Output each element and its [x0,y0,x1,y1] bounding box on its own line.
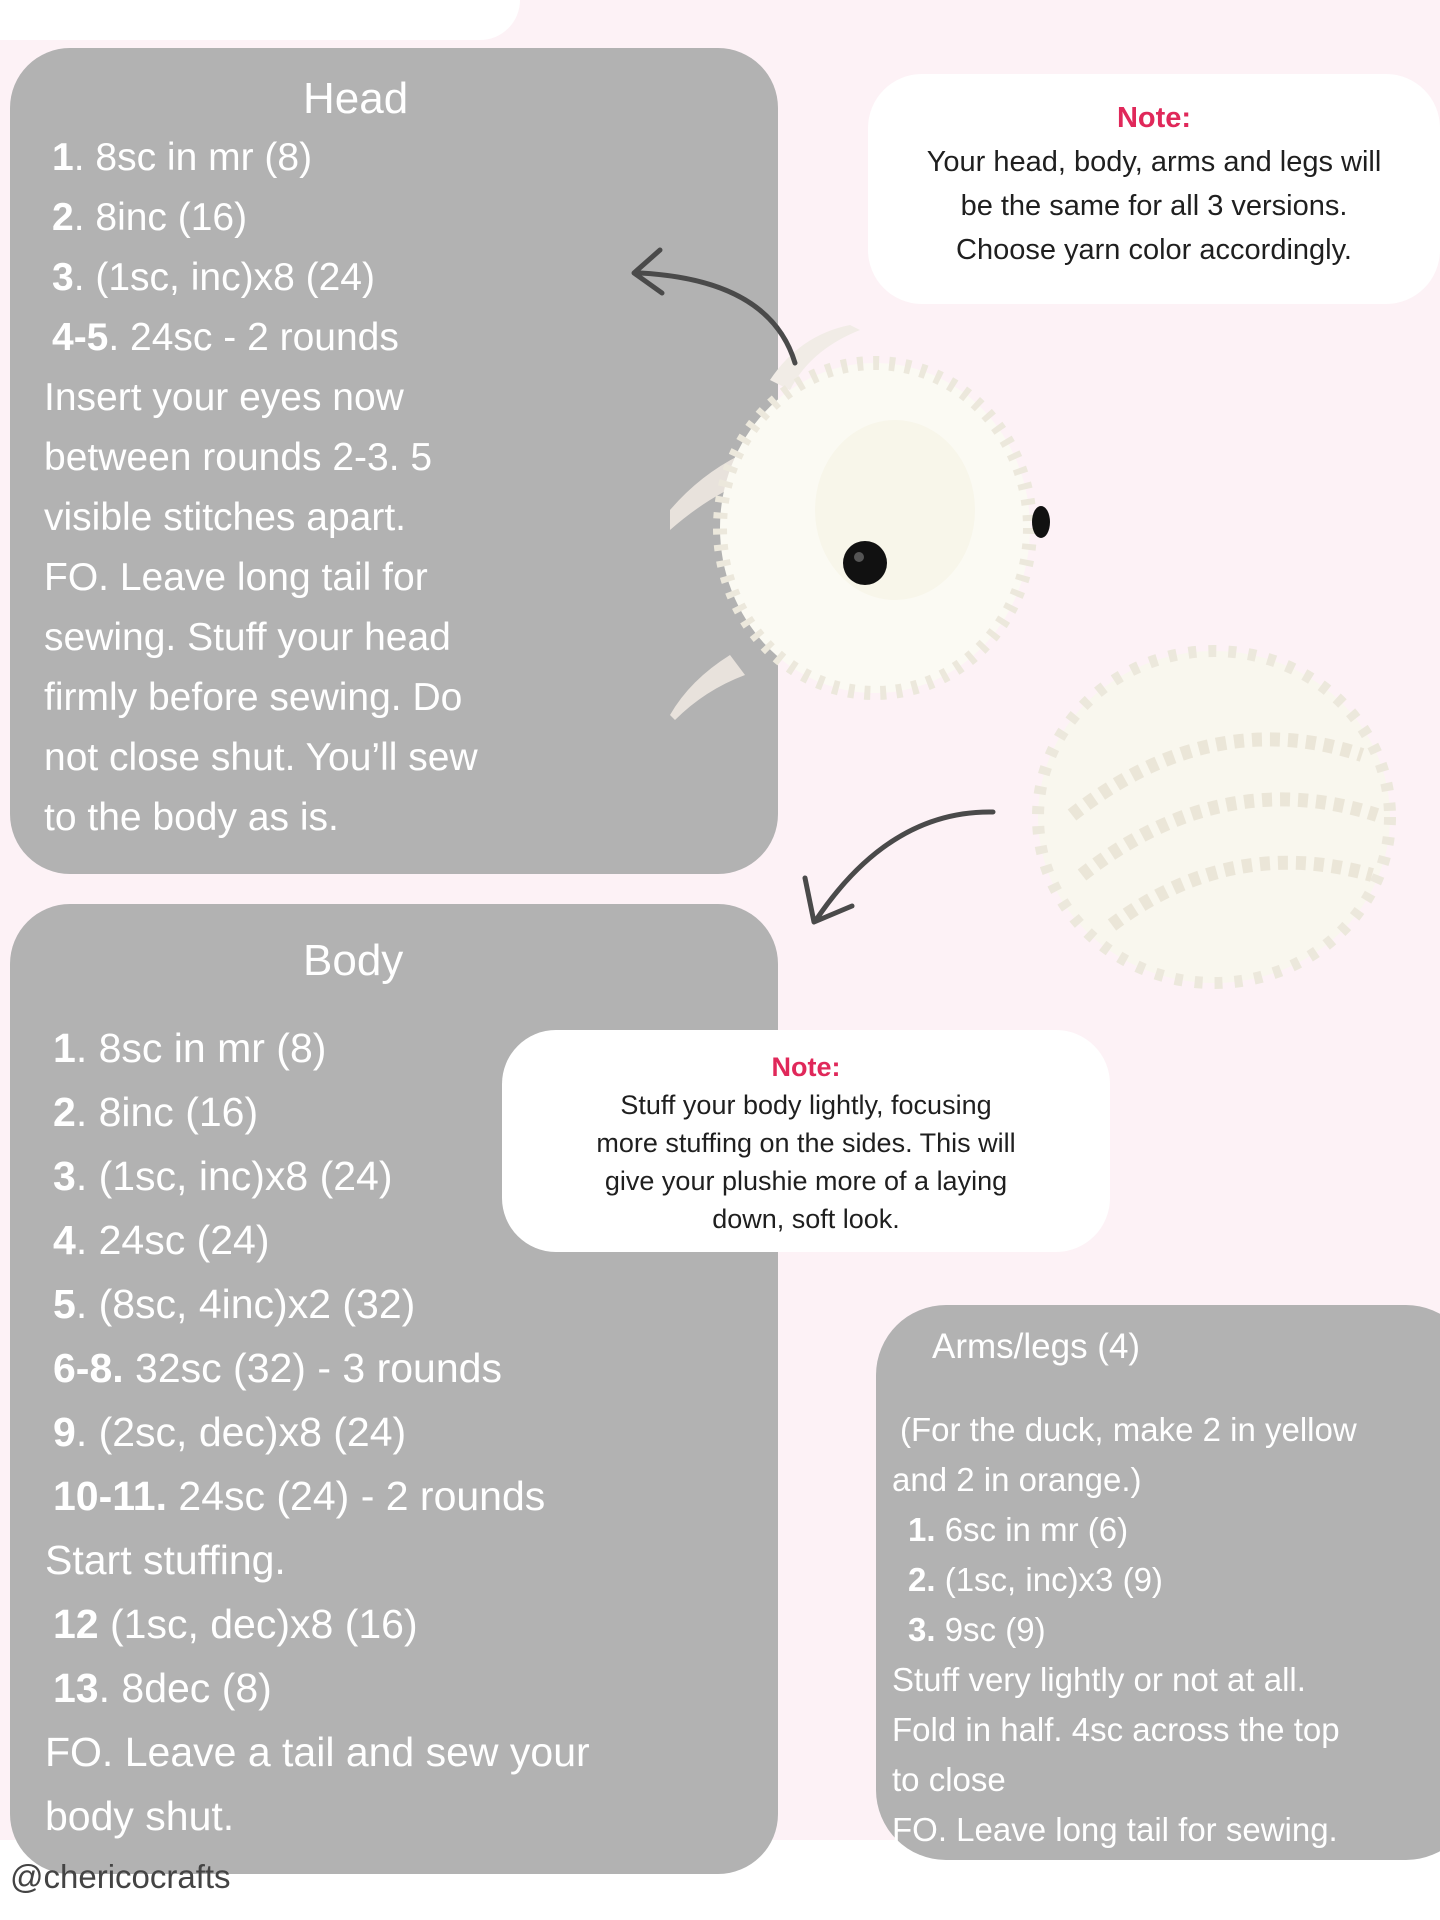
instruction-line: Insert your eyes now [44,376,404,419]
instruction-line: body shut. [45,1793,235,1839]
arms-legs-card [876,1305,1440,1860]
intro-line: (For the duck, make 2 in yellow [900,1411,1357,1448]
round-line: 12 (1sc, dec)x8 (16) [53,1601,418,1647]
instruction-line: sewing. Stuff your head [44,616,451,659]
round-line: 2. 8inc (16) [52,196,248,239]
note-line: Your head, body, arms and legs will [926,146,1382,178]
note-line: be the same for all 3 versions. [960,190,1348,222]
round-line: 3. 9sc (9) [908,1611,1046,1648]
note-line: Stuff your body lightly, focusing [620,1090,992,1120]
body-photo [1032,645,1402,990]
instruction-line: FO. Leave long tail for sewing. [892,1811,1338,1848]
instruction-line: Fold in half. 4sc across the top [892,1711,1340,1748]
round-line: 3. (1sc, inc)x8 (24) [53,1153,393,1199]
arrow-to-body-icon [790,800,1010,935]
head-instructions [44,368,478,848]
round-line: 9. (2sc, dec)x8 (24) [53,1409,407,1455]
note-stuffing [502,1030,1110,1252]
round-line: 4. 24sc (24) [53,1217,270,1263]
round-line: 4-5. 24sc - 2 rounds [52,316,399,359]
round-line: 5. (8sc, 4inc)x2 (32) [53,1281,416,1327]
note-line: more stuffing on the sides. This will [596,1128,1016,1158]
note-title: Note: [1116,102,1192,134]
round-line: 2. 8inc (16) [53,1089,259,1135]
instruction-line: FO. Leave long tail for [44,556,428,599]
instruction-line: to the body as is. [44,796,339,839]
background-blob [0,0,520,40]
round-line: 6-8. 32sc (32) - 3 rounds [53,1345,502,1391]
round-line: 1. 8sc in mr (8) [52,136,313,179]
arms-legs-content [892,1405,1357,1855]
instruction-line: FO. Leave a tail and sew your [45,1729,590,1775]
note-title: Note: [771,1052,841,1082]
instruction-line: visible stitches apart. [44,496,406,539]
instruction-line: to close [892,1761,1006,1798]
instruction-line: not close shut. You’ll sew [44,736,478,779]
round-line: 10-11. 24sc (24) - 2 rounds [53,1473,546,1519]
arms-legs-title: Arms/legs (4) [932,1327,1141,1366]
note-yarn-color [868,74,1440,304]
arrow-to-head-icon [620,235,800,370]
body-title: Body [303,936,404,985]
head-title: Head [303,74,409,123]
head-rounds [52,128,399,368]
instruction-line: Stuff very lightly or not at all. [892,1661,1306,1698]
intro-line: and 2 in orange.) [892,1461,1142,1498]
instruction-line: between rounds 2-3. 5 [44,436,433,479]
note-line: down, soft look. [712,1204,900,1234]
round-line: 2. (1sc, inc)x3 (9) [908,1561,1163,1598]
round-line: 3. (1sc, inc)x8 (24) [52,256,375,299]
note-line: Choose yarn color accordingly. [956,234,1352,266]
instruction-line: Start stuffing. [45,1537,286,1583]
note-line: give your plushie more of a laying [604,1166,1008,1196]
round-line: 13. 8dec (8) [53,1665,272,1711]
round-line: 1. 8sc in mr (8) [53,1025,327,1071]
round-line: 1. 6sc in mr (6) [908,1511,1129,1548]
instruction-line: firmly before sewing. Do [44,676,463,719]
author-handle: @chericocrafts [10,1858,231,1895]
